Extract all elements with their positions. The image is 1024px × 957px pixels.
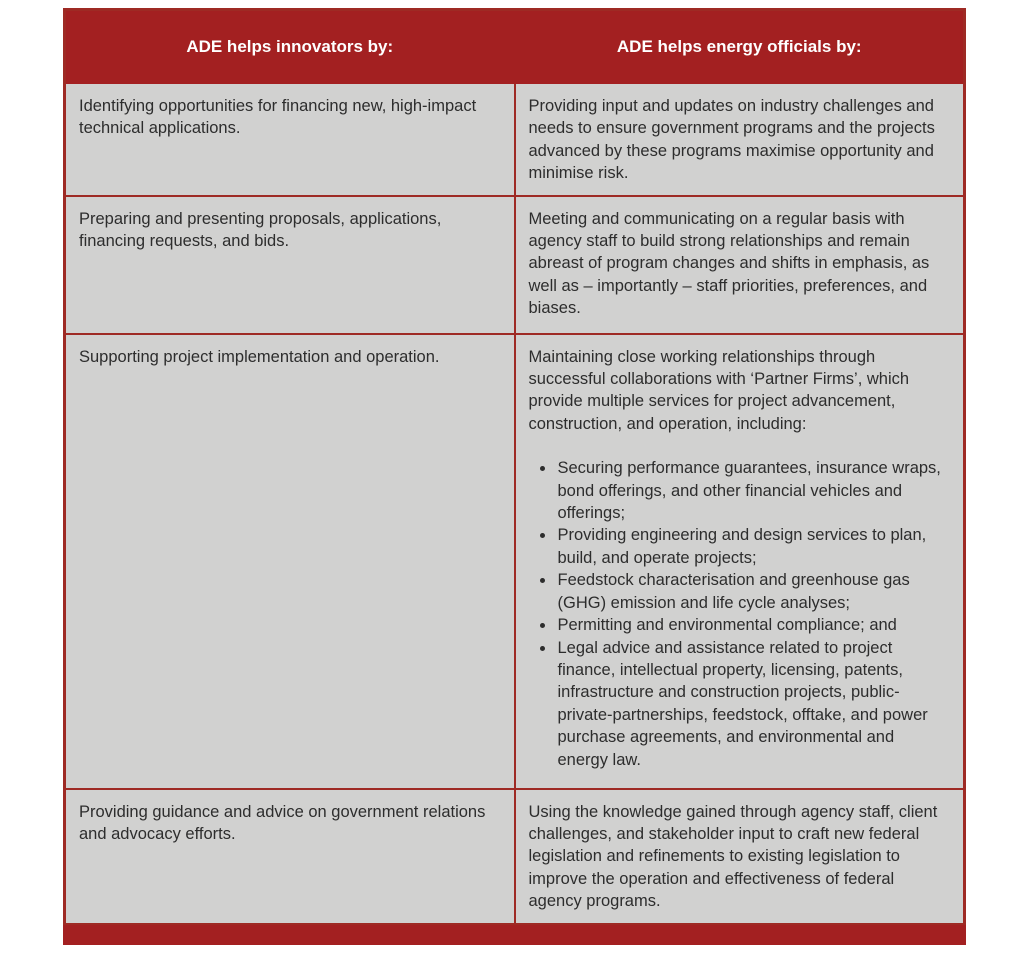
partner-firms-intro: Maintaining close working relationships through successful collaborations with ‘Partner Firms’, which provide multiple services for project advancement, construction, and operation, including:	[528, 347, 910, 433]
list-item-permitting: • Permitting and environmental compliance; and	[556, 614, 950, 636]
footer-band	[63, 925, 966, 945]
cell-officials-input-updates: Providing input and updates on industry challenges and needs to ensure government programs and the projects advanced by these programs maximise opportunity and minimise risk.	[515, 83, 965, 196]
cell-innovators-implementation: Supporting project implementation and operation.	[65, 334, 515, 789]
header-innovators: ADE helps innovators by:	[65, 10, 515, 84]
cell-officials-knowledge: Using the knowledge gained through agency staff, client challenges, and stakeholder input to craft new federal legislation and refinements to existing legislation to improve the operation and effectiveness of federal agency programs.	[515, 789, 965, 925]
partner-firms-services-list	[529, 457, 950, 771]
cell-innovators-proposals: Preparing and presenting proposals, applications, financing requests, and bids.	[65, 196, 515, 334]
list-item-feedstock: • Feedstock characterisation and greenhouse gas (GHG) emission and life cycle analyses;	[556, 569, 950, 614]
table-row	[65, 83, 965, 196]
cell-innovators-financing: Identifying opportunities for financing new, high-impact technical applications.	[65, 83, 515, 196]
table-row	[65, 334, 965, 789]
table-row	[65, 789, 965, 925]
cell-officials-meeting: Meeting and communicating on a regular basis with agency staff to build strong relationships and remain abreast of program changes and shifts in emphasis, as well as – importantly – staff priorities, preferences, and biases.	[515, 196, 965, 334]
table-row	[65, 196, 965, 334]
cell-officials-partner-firms	[515, 334, 965, 789]
list-item-engineering: • Providing engineering and design services to plan, build, and operate projects;	[556, 524, 950, 569]
list-item-guarantees: • Securing performance guarantees, insurance wraps, bond offerings, and other financial vehicles and offerings;	[556, 457, 950, 524]
list-item-legal: • Legal advice and assistance related to project finance, intellectual property, licensing, patents, infrastructure and construction projects, public-private-partnerships, feedstock, offtake, and power purchase agreements, and environmental and energy law.	[556, 637, 950, 771]
header-energy-officials: ADE helps energy officials by:	[515, 10, 965, 84]
header-row	[65, 10, 965, 84]
ade-comparison-table	[63, 8, 966, 926]
cell-innovators-guidance: Providing guidance and advice on government relations and advocacy efforts.	[65, 789, 515, 925]
